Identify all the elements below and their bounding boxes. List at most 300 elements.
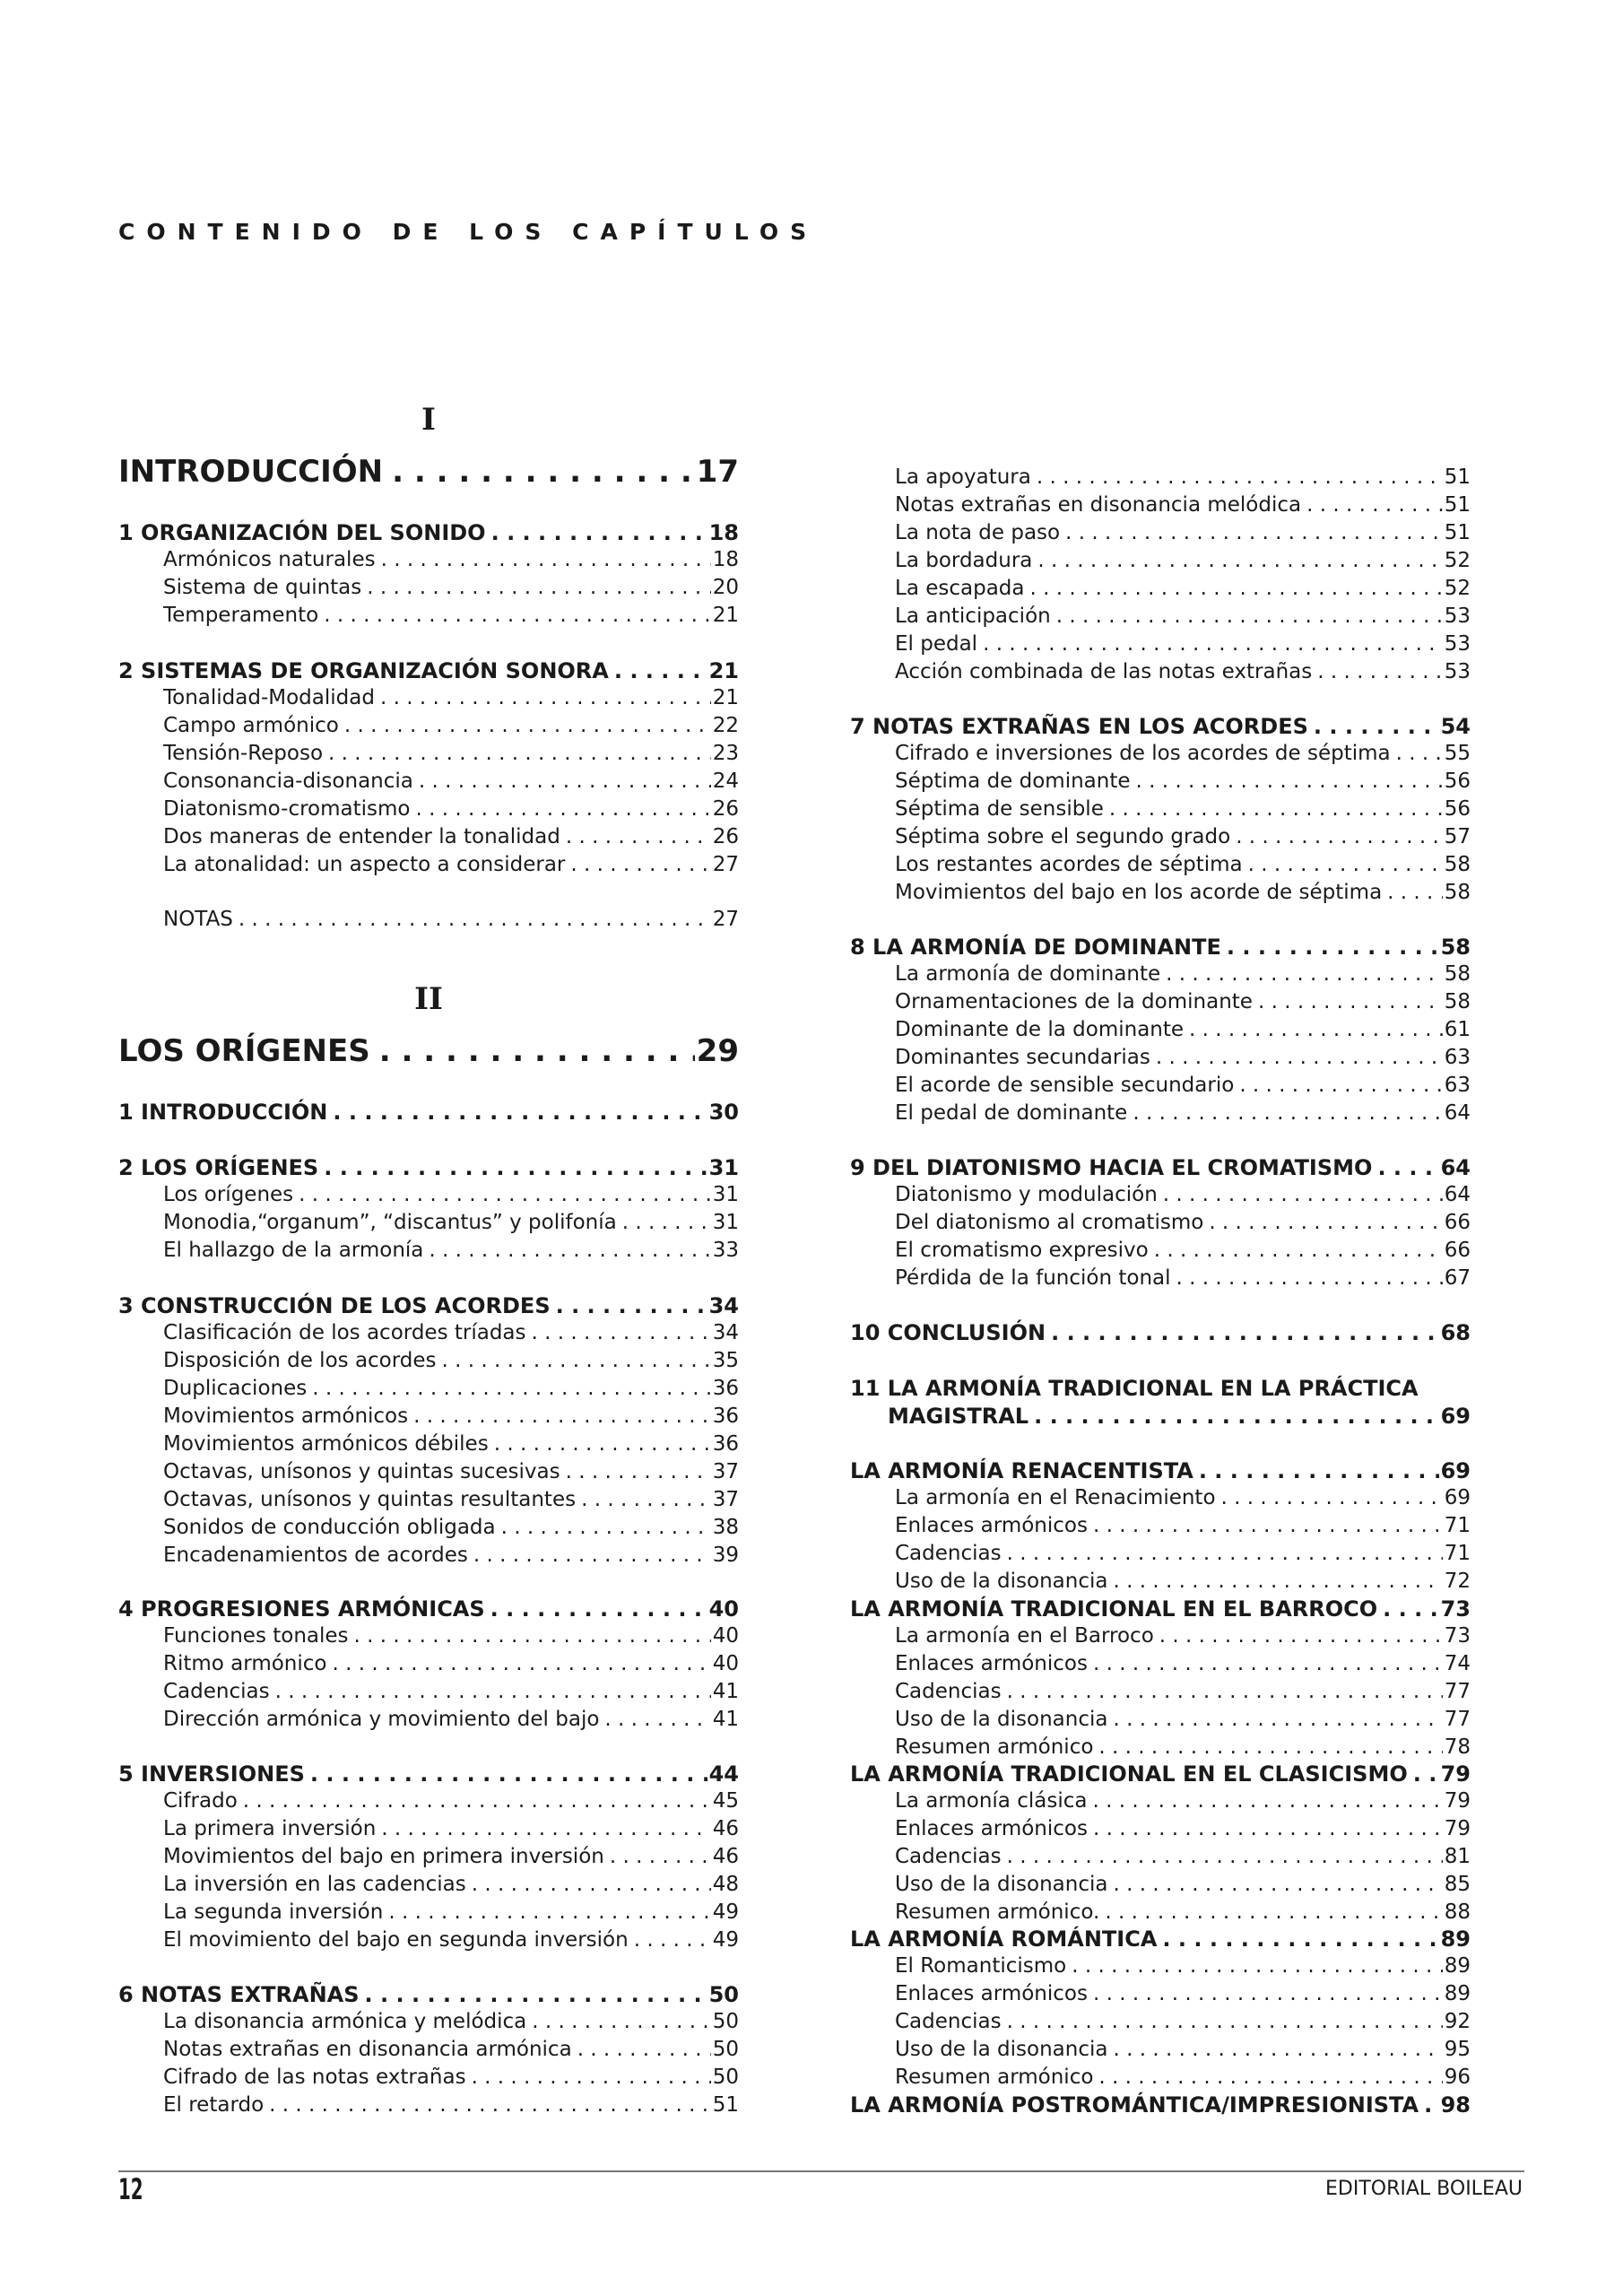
toc-chapter[interactable]: [118, 658, 739, 683]
toc-section[interactable]: [850, 1458, 1471, 1483]
entry-page: 55: [1444, 742, 1471, 765]
toc-entry[interactable]: [163, 1321, 739, 1344]
dot-leader: [381, 1817, 710, 1840]
dot-leader: [1317, 660, 1442, 683]
toc-entry[interactable]: [163, 1211, 739, 1234]
dot-leader: [556, 1293, 707, 1318]
toc-entry[interactable]: [163, 1900, 739, 1924]
entry-page: 89: [1444, 1982, 1471, 2005]
entry-page: 61: [1444, 1018, 1471, 1041]
dot-leader: [1166, 962, 1443, 986]
dot-leader: [501, 1516, 711, 1539]
dot-leader: [1424, 2092, 1438, 2118]
toc-entry[interactable]: [163, 2010, 739, 2033]
toc-entry[interactable]: [895, 825, 1471, 848]
entry-title: Resumen armónico: [895, 1735, 1094, 1759]
dot-leader: [1189, 1018, 1443, 1041]
toc-chapter[interactable]: [118, 520, 739, 545]
dot-leader: [1065, 521, 1443, 544]
entry-title: Enlaces armónicos: [895, 1514, 1088, 1537]
entry-page: 53: [1444, 660, 1471, 683]
dot-leader: [415, 797, 710, 821]
dot-leader: [1136, 770, 1443, 793]
entry-title: Séptima de sensible: [895, 797, 1104, 821]
toc-entry[interactable]: [895, 1708, 1471, 1731]
toc-entry[interactable]: [163, 1544, 739, 1567]
toc-chapter[interactable]: [850, 1320, 1471, 1345]
toc-entry[interactable]: [895, 962, 1471, 986]
entry-page: 57: [1444, 825, 1471, 848]
toc-entry[interactable]: [163, 1377, 739, 1400]
entry-title: Resumen armónico: [895, 2066, 1094, 2089]
dot-leader: [1007, 1542, 1443, 1565]
entry-title: Del diatonismo al cromatismo: [895, 1211, 1204, 1234]
entry-title: Séptima sobre el segundo grado: [895, 825, 1231, 848]
entry-page: 21: [712, 604, 739, 627]
toc-entry[interactable]: [895, 660, 1471, 683]
toc-entry[interactable]: [163, 2066, 739, 2089]
dot-leader: [332, 1652, 710, 1675]
entry-page: 68: [1440, 1320, 1471, 1345]
entry-page: 79: [1444, 1817, 1471, 1840]
toc-entry[interactable]: [163, 1817, 739, 1840]
entry-page: 34: [712, 1321, 739, 1344]
entry-page: 45: [712, 1789, 739, 1813]
toc-entry[interactable]: [163, 1928, 739, 1952]
toc-entry[interactable]: [895, 742, 1471, 765]
entry-title: El acorde de sensible secundario: [895, 1074, 1235, 1097]
dot-leader: [1396, 742, 1443, 765]
entry-page: 98: [1440, 2092, 1471, 2118]
toc-entry[interactable]: [895, 1183, 1471, 1206]
entry-page: 27: [712, 908, 739, 931]
entry-title: Ritmo armónico: [163, 1652, 327, 1675]
dot-leader: [1105, 1900, 1442, 1924]
entry-title: LA ARMONÍA RENACENTISTA: [850, 1458, 1193, 1483]
toc-entry[interactable]: [895, 1514, 1471, 1537]
dot-leader: [1051, 1320, 1438, 1345]
entry-title: Sonidos de conducción obligada: [163, 1516, 496, 1539]
dot-leader: [1221, 1486, 1443, 1509]
toc-entry[interactable]: [163, 1873, 739, 1896]
toc-entry[interactable]: [895, 770, 1471, 793]
entry-title: MAGISTRAL: [888, 1404, 1029, 1429]
entry-page: 58: [1444, 853, 1471, 876]
toc-entry[interactable]: [895, 1211, 1471, 1234]
dot-leader: [577, 2038, 711, 2061]
dot-leader: [328, 742, 711, 765]
toc-entry[interactable]: [163, 2093, 739, 2117]
entry-title: Uso de la disonancia: [895, 1873, 1108, 1896]
entry-title: Octavas, unísonos y quintas resultantes: [163, 1488, 577, 1511]
dot-leader: [243, 1789, 711, 1813]
dot-leader: [1377, 1155, 1438, 1180]
entry-title: Campo armónico: [163, 714, 339, 737]
entry-page: 77: [1444, 1708, 1471, 1731]
dot-leader: [239, 908, 711, 931]
entry-page: 35: [712, 1349, 739, 1372]
toc-entry[interactable]: [163, 548, 739, 571]
entry-page: 58: [1444, 881, 1471, 904]
entry-title: Diatonismo-cromatismo: [163, 797, 411, 821]
entry-page: 71: [1444, 1542, 1471, 1565]
entry-page: 77: [1444, 1680, 1471, 1703]
entry-page: 66: [1444, 1239, 1471, 1262]
toc-entry[interactable]: [895, 1845, 1471, 1868]
toc-chapter[interactable]: [118, 1100, 739, 1125]
toc-section[interactable]: [850, 1926, 1471, 1952]
entry-page: 41: [712, 1708, 739, 1731]
dot-leader: [604, 1708, 710, 1731]
toc-entry[interactable]: [895, 2066, 1471, 2089]
entry-title: La atonalidad: un aspecto a considerar: [163, 853, 566, 876]
toc-entry[interactable]: [895, 1266, 1471, 1290]
entry-title: La armonía de dominante: [895, 962, 1161, 986]
toc-chapter[interactable]: [850, 935, 1471, 960]
toc-chapter[interactable]: [850, 1155, 1471, 1180]
entry-page: 34: [708, 1293, 739, 1318]
toc-entry[interactable]: [895, 1982, 1471, 2005]
entry-page: 85: [1444, 1873, 1471, 1896]
entry-page: 48: [712, 1873, 739, 1896]
toc-entry[interactable]: [163, 1460, 739, 1483]
toc-entry[interactable]: [895, 1817, 1471, 1840]
dot-leader: [367, 576, 710, 599]
entry-title: La escapada: [895, 577, 1025, 600]
dot-leader: [333, 1100, 707, 1125]
entry-page: 53: [1444, 632, 1471, 656]
entry-title: La segunda inversión: [163, 1900, 384, 1924]
dot-leader: [983, 632, 1443, 656]
entry-title: 1 INTRODUCCIÓN: [118, 1100, 328, 1125]
dot-leader: [324, 604, 711, 627]
dot-leader: [1227, 935, 1439, 960]
dot-leader: [1413, 1761, 1439, 1787]
entry-page: 23: [712, 742, 739, 765]
entry-title: LA ARMONÍA TRADICIONAL EN EL BARROCO: [850, 1596, 1378, 1622]
entry-title: 5 INVERSIONES: [118, 1761, 305, 1787]
entry-page: 69: [1440, 1458, 1471, 1483]
toc-chapter[interactable]: [118, 1293, 739, 1318]
dot-leader: [566, 1460, 711, 1483]
entry-page: 26: [712, 797, 739, 821]
toc-entry[interactable]: [895, 1652, 1471, 1675]
entry-page: 58: [1440, 935, 1471, 960]
toc-entry[interactable]: [895, 1570, 1471, 1593]
page-header: CONTENIDO DE LOS CAPÍTULOS: [118, 219, 819, 245]
toc-entry[interactable]: [163, 1516, 739, 1539]
toc-entry[interactable]: [163, 576, 739, 599]
toc-entry[interactable]: [163, 1708, 739, 1731]
entry-title: LA ARMONÍA TRADICIONAL EN EL CLASICISMO: [850, 1761, 1408, 1787]
entry-title: Duplicaciones: [163, 1377, 308, 1400]
toc-entry[interactable]: [895, 2038, 1471, 2061]
entry-title: La primera inversión: [163, 1817, 377, 1840]
entry-title: Funciones tonales: [163, 1624, 349, 1648]
entry-title: Cadencias: [895, 1542, 1002, 1565]
entry-title: Los restantes acordes de séptima: [895, 853, 1243, 876]
entry-page: 50: [712, 2066, 739, 2089]
entry-page: 95: [1444, 2038, 1471, 2061]
entry-page: 79: [1444, 1789, 1471, 1813]
entry-page: 56: [1444, 770, 1471, 793]
toc-entry[interactable]: [163, 1405, 739, 1428]
dot-leader: [1199, 1458, 1439, 1483]
toc-entry[interactable]: [895, 1101, 1471, 1125]
toc-part-origenes[interactable]: [118, 1033, 739, 1069]
toc-entry[interactable]: [163, 825, 739, 848]
dot-leader: [1159, 1624, 1443, 1648]
toc-entry[interactable]: [895, 1486, 1471, 1509]
toc-entry[interactable]: [895, 1954, 1471, 1978]
toc-chapter[interactable]: [850, 714, 1471, 739]
toc-entry[interactable]: [163, 1624, 739, 1648]
dot-leader: [1029, 577, 1442, 600]
entry-page: 31: [708, 1155, 739, 1180]
dot-leader: [472, 2066, 711, 2089]
toc-entry[interactable]: [163, 1239, 739, 1262]
entry-title: Monodia,“organum”, “discantus” y polifonía: [163, 1211, 617, 1234]
entry-page: 27: [712, 853, 739, 876]
part-title: LOS ORÍGENES: [118, 1033, 370, 1069]
entry-title: 6 NOTAS EXTRAÑAS: [118, 1982, 360, 2007]
dot-leader: [1093, 1817, 1443, 1840]
toc-entry[interactable]: [895, 797, 1471, 821]
entry-title: El movimiento del bajo en segunda inversión: [163, 1928, 629, 1952]
toc-entry[interactable]: [895, 1046, 1471, 1069]
entry-title: Acción combinada de las notas extrañas: [895, 660, 1313, 683]
entry-page: 51: [1444, 493, 1471, 517]
entry-title: 4 PROGRESIONES ARMÓNICAS: [118, 1596, 485, 1622]
entry-page: 69: [1440, 1404, 1471, 1429]
entry-page: 40: [712, 1652, 739, 1675]
toc-entry[interactable]: [895, 604, 1471, 628]
entry-title: La armonía en el Barroco: [895, 1624, 1154, 1648]
entry-title: Clasificación de los acordes tríadas: [163, 1321, 526, 1344]
dot-leader: [429, 1239, 710, 1262]
toc-chapter-line2[interactable]: [888, 1404, 1471, 1429]
toc-entry[interactable]: [163, 604, 739, 627]
entry-title: La anticipación: [895, 604, 1051, 628]
toc-section[interactable]: [850, 1596, 1471, 1622]
entry-page: 30: [708, 1100, 739, 1125]
entry-page: 63: [1444, 1046, 1471, 1069]
entry-title: Pérdida de la función tonal: [895, 1266, 1171, 1290]
toc-entry[interactable]: [163, 1680, 739, 1703]
entry-title: Dominantes secundarias: [895, 1046, 1150, 1069]
toc-section[interactable]: [850, 1761, 1471, 1787]
entry-page: 51: [712, 2093, 739, 2117]
dot-leader: [1093, 1652, 1443, 1675]
toc-entry[interactable]: [895, 1900, 1471, 1924]
toc-entry[interactable]: [163, 742, 739, 765]
toc-entry[interactable]: [895, 1239, 1471, 1262]
entry-page: 56: [1444, 797, 1471, 821]
dot-leader: [1098, 1735, 1442, 1759]
entry-title: Ornamentaciones de la dominante: [895, 990, 1253, 1013]
dot-leader: [472, 1873, 711, 1896]
toc-entry[interactable]: [895, 493, 1471, 517]
entry-title: Sistema de quintas: [163, 576, 362, 599]
part-page: 29: [696, 1033, 739, 1069]
footer-rule: [118, 2170, 1524, 2172]
entry-title: Los orígenes: [163, 1183, 294, 1206]
entry-page: 52: [1444, 549, 1471, 572]
dot-leader: [532, 2010, 710, 2033]
dot-leader: [491, 520, 707, 545]
toc-entry[interactable]: [895, 1873, 1471, 1896]
entry-page: 73: [1440, 1596, 1471, 1622]
dot-leader: [1072, 1954, 1442, 1978]
entry-page: 88: [1444, 1900, 1471, 1924]
entry-page: 89: [1440, 1926, 1471, 1952]
dot-leader: [310, 1761, 707, 1787]
entry-title: Notas extrañas en disonancia armónica: [163, 2038, 572, 2061]
toc-entry[interactable]: [163, 1183, 739, 1206]
entry-page: 58: [1444, 962, 1471, 986]
dot-leader: [1236, 825, 1443, 848]
entry-title: Notas extrañas en disonancia melódica: [895, 493, 1302, 517]
dot-leader: [413, 1405, 711, 1428]
toc-chapter[interactable]: [118, 1761, 739, 1787]
toc-entry[interactable]: [895, 465, 1471, 489]
entry-title: El pedal de dominante: [895, 1101, 1128, 1125]
toc-entry[interactable]: [163, 686, 739, 709]
part-title: INTRODUCCIÓN: [118, 454, 384, 490]
dot-leader: [1098, 2066, 1442, 2089]
entry-page: 22: [712, 714, 739, 737]
entry-title: Uso de la disonancia: [895, 2038, 1108, 2061]
toc-entry[interactable]: [163, 1789, 739, 1813]
toc-entry[interactable]: [895, 2010, 1471, 2033]
dot-leader: [1248, 853, 1443, 876]
entry-page: 36: [712, 1432, 739, 1456]
toc-chapter[interactable]: [118, 1155, 739, 1180]
entry-page: 63: [1444, 1074, 1471, 1097]
entry-title: La apoyatura: [895, 465, 1031, 489]
toc-section[interactable]: [850, 2092, 1471, 2118]
entry-title: Cadencias: [895, 2010, 1002, 2033]
toc-chapter-line1[interactable]: [850, 1376, 1471, 1401]
toc-entry[interactable]: [895, 577, 1471, 600]
dot-leader: [1258, 990, 1443, 1013]
entry-page: 96: [1444, 2066, 1471, 2089]
toc-entry[interactable]: [163, 714, 739, 737]
toc-entry[interactable]: [163, 853, 739, 876]
toc-entry[interactable]: [895, 1680, 1471, 1703]
entry-title: El Romanticismo: [895, 1954, 1067, 1978]
toc-entry[interactable]: [163, 1432, 739, 1456]
entry-page: 21: [708, 658, 739, 683]
toc-entry[interactable]: [163, 797, 739, 821]
entry-title: El hallazgo de la armonía: [163, 1239, 424, 1262]
entry-page: 18: [712, 548, 739, 571]
toc-entry[interactable]: [895, 1624, 1471, 1648]
toc-entry[interactable]: [163, 770, 739, 793]
toc-entry[interactable]: [163, 1845, 739, 1868]
entry-title: La armonía clásica: [895, 1789, 1088, 1813]
dot-leader: [380, 686, 711, 709]
dot-leader: [1007, 1680, 1443, 1703]
toc-entry[interactable]: [163, 1349, 739, 1372]
entry-title: La nota de paso: [895, 521, 1061, 544]
entry-page: 54: [1440, 714, 1471, 739]
entry-page: 49: [712, 1900, 739, 1924]
toc-entry-notas[interactable]: [163, 908, 739, 931]
toc-entry[interactable]: [895, 1789, 1471, 1813]
entry-page: 26: [712, 825, 739, 848]
entry-title: El cromatismo expresivo: [895, 1239, 1149, 1262]
entry-page: 67: [1444, 1266, 1471, 1290]
entry-page: 36: [712, 1405, 739, 1428]
entry-title: NOTAS: [163, 908, 233, 931]
dot-leader: [1209, 1211, 1442, 1234]
toc-entry[interactable]: [163, 1652, 739, 1675]
toc-chapter[interactable]: [118, 1596, 739, 1622]
toc-entry[interactable]: [895, 521, 1471, 544]
entry-page: 39: [712, 1544, 739, 1567]
dot-leader: [419, 770, 711, 793]
toc-entry[interactable]: [895, 990, 1471, 1013]
entry-title: 1 ORGANIZACIÓN DEL SONIDO: [118, 520, 486, 545]
entry-title: La armonía en el Renacimiento: [895, 1486, 1216, 1509]
entry-title: Consonancia-disonancia: [163, 770, 413, 793]
dot-leader: [614, 658, 707, 683]
dot-leader: [1056, 604, 1443, 628]
entry-page: 73: [1444, 1624, 1471, 1648]
entry-title: Tonalidad-Modalidad: [163, 686, 375, 709]
entry-page: 38: [712, 1516, 739, 1539]
entry-page: 64: [1444, 1101, 1471, 1125]
toc-entry[interactable]: [895, 1018, 1471, 1041]
toc-entry[interactable]: [895, 1542, 1471, 1565]
toc-part-introduccion[interactable]: [118, 454, 739, 490]
toc-entry[interactable]: [895, 549, 1471, 572]
toc-entry[interactable]: [895, 881, 1471, 904]
entry-title: Temperamento: [163, 604, 319, 627]
toc-entry[interactable]: [895, 853, 1471, 876]
publisher-name: EDITORIAL BOILEAU: [1325, 2178, 1523, 2200]
toc-entry[interactable]: [163, 1488, 739, 1511]
part-page: 17: [696, 454, 739, 490]
dot-leader: [269, 2093, 711, 2117]
dot-leader: [1113, 2038, 1442, 2061]
entry-title: Armónicos naturales: [163, 548, 376, 571]
entry-page: 64: [1444, 1183, 1471, 1206]
dot-leader: [1163, 1183, 1443, 1206]
entry-title: La disonancia armónica y melódica: [163, 2010, 527, 2033]
entry-page: 81: [1444, 1845, 1471, 1868]
entry-page: 40: [708, 1596, 739, 1622]
toc-entry[interactable]: [895, 1074, 1471, 1097]
dot-leader: [1387, 881, 1443, 904]
toc-entry[interactable]: [895, 1735, 1471, 1759]
entry-page: 41: [712, 1680, 739, 1703]
entry-page: 46: [712, 1817, 739, 1840]
dot-leader: [494, 1432, 711, 1456]
toc-entry[interactable]: [895, 632, 1471, 656]
dot-leader: [532, 1321, 711, 1344]
part-number-1: I: [421, 402, 436, 438]
entry-page: 44: [708, 1761, 739, 1787]
toc-entry[interactable]: [163, 2038, 739, 2061]
entry-page: 71: [1444, 1514, 1471, 1537]
toc-chapter[interactable]: [118, 1982, 739, 2007]
dot-leader: [1162, 1926, 1438, 1952]
entry-title: 11 LA ARMONÍA TRADICIONAL EN LA PRÁCTICA: [850, 1376, 1419, 1401]
entry-page: 66: [1444, 1211, 1471, 1234]
dot-leader: [1092, 1789, 1442, 1813]
